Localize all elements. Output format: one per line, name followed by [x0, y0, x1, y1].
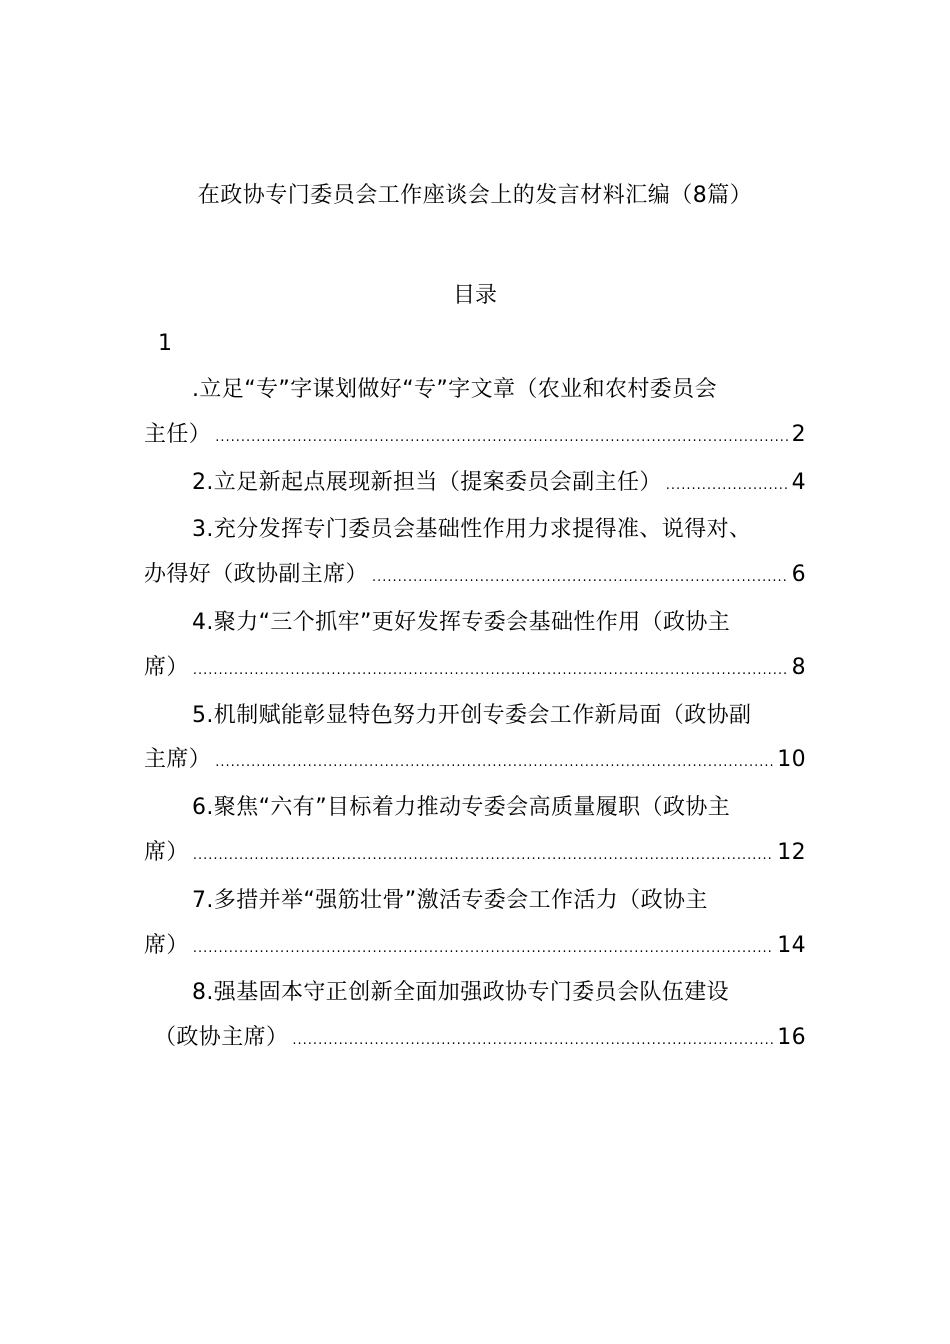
toc-entry-title: 3.充分发挥专门委员会基础性作用力求提得准、说得对、 — [192, 517, 752, 543]
toc-page-number: 4 — [791, 469, 806, 495]
toc-page-number: 8 — [791, 654, 806, 680]
toc-entry-5[interactable] — [144, 694, 806, 787]
toc-entry-title: 2.立足新起点展现新担当（提案委员会副主任） — [192, 469, 662, 495]
dot-leader — [193, 649, 788, 694]
toc-entry-title: 4.聚力“三个抓牢”更好发挥专委会基础性作用（政协主 — [192, 609, 731, 635]
document-title: 在政协专门委员会工作座谈会上的发言材料汇编（8篇） — [197, 183, 753, 208]
toc-page-number: 14 — [777, 932, 806, 958]
toc-entry-8[interactable] — [144, 971, 806, 1064]
dot-leader — [215, 416, 787, 461]
toc-entry-2[interactable] — [144, 461, 806, 509]
dot-leader — [215, 741, 773, 786]
toc-page-number: 12 — [777, 839, 806, 865]
toc-entry-title-continued: 办得好（政协副主席） — [144, 562, 369, 588]
toc-entry-7[interactable] — [144, 879, 806, 972]
dot-leader — [292, 1019, 773, 1064]
toc-page-number: 2 — [791, 421, 806, 447]
toc-page-number: 16 — [777, 1025, 806, 1051]
dot-leader — [193, 927, 773, 972]
toc-entry-title: 5.机制赋能彰显特色努力开创专委会工作新局面（政协副 — [192, 702, 752, 728]
toc-entry-1[interactable] — [144, 368, 806, 461]
toc-entry-title: 6.聚焦“六有”目标着力推动专委会高质量履职（政协主 — [192, 795, 731, 821]
toc-entry-title-continued: 主席） — [144, 747, 212, 773]
dot-leader — [193, 834, 773, 879]
toc-entry-title-continued: 席） — [144, 932, 189, 958]
table-of-contents — [144, 368, 806, 1064]
toc-page-number: 6 — [791, 562, 806, 588]
toc-entry-title-continued: 席） — [144, 654, 189, 680]
toc-entry-4[interactable] — [144, 601, 806, 694]
dot-leader — [666, 464, 788, 509]
toc-entry-3[interactable] — [144, 508, 806, 601]
toc-heading: 目录 — [452, 283, 497, 308]
toc-entry-title-continued: （政协主席） — [154, 1025, 289, 1051]
toc-entry-title: 8.强基固本守正创新全面加强政协专门委员会队伍建设 — [192, 980, 729, 1006]
toc-entry-title: 7.多措并举“强筋壮骨”激活专委会工作活力（政协主 — [192, 887, 708, 913]
toc-entry-6[interactable] — [144, 786, 806, 879]
toc-page-number: 10 — [777, 747, 806, 773]
lead-number: 1 — [158, 331, 172, 356]
dot-leader — [372, 556, 788, 601]
toc-entry-title-continued: 席） — [144, 839, 189, 865]
toc-entry-title-continued: 主任） — [144, 421, 212, 447]
toc-entry-title: .立足“专”字谋划做好“专”字文章（农业和农村委员会 — [192, 377, 717, 402]
